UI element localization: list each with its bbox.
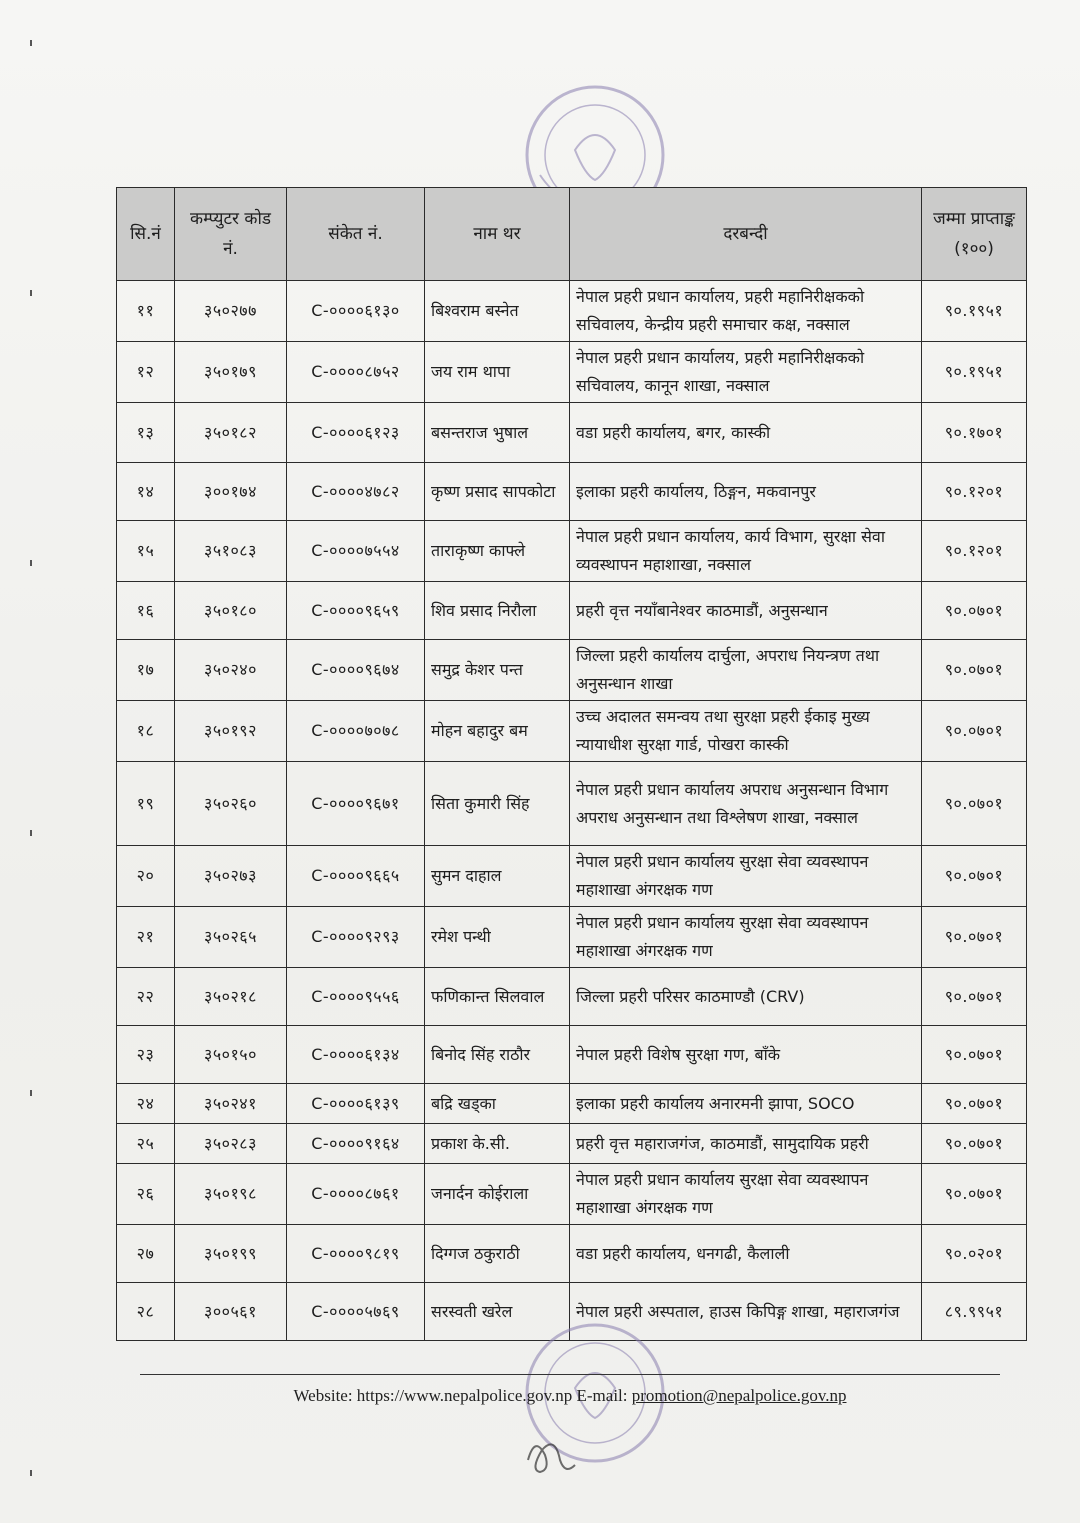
scan-speck: [30, 40, 32, 46]
cell-post: नेपाल प्रहरी प्रधान कार्यालय अपराध अनुसन्धान विभाग अपराध अनुसन्धान तथा विश्लेषण शाखा, नक्साल: [570, 762, 922, 846]
table-row: [117, 1124, 1027, 1164]
cell-total-marks: ९०.०७०१: [922, 907, 1027, 968]
cell-symbol-number: C-००००९६६५: [287, 846, 425, 907]
cell-total-marks: ९०.१२०१: [922, 463, 1027, 521]
header-name: नाम थर: [425, 188, 570, 281]
cell-serial: २७: [117, 1225, 175, 1283]
cell-computer-code: ३५०२१८: [175, 968, 287, 1026]
cell-total-marks: ८९.९९५१: [922, 1283, 1027, 1341]
cell-post: उच्च अदालत समन्वय तथा सुरक्षा प्रहरी ईकाइ मुख्य न्यायाधीश सुरक्षा गार्ड, पोखरा कास्की: [570, 701, 922, 762]
cell-post: जिल्ला प्रहरी कार्यालय दार्चुला, अपराध नियन्त्रण तथा अनुसन्धान शाखा: [570, 640, 922, 701]
cell-name: प्रकाश के.सी.: [425, 1124, 570, 1164]
cell-symbol-number: C-००००६१३०: [287, 281, 425, 342]
cell-serial: १४: [117, 463, 175, 521]
cell-symbol-number: C-००००९५५६: [287, 968, 425, 1026]
scan-speck: [30, 1470, 32, 1476]
cell-serial: १७: [117, 640, 175, 701]
cell-name: जनार्दन कोईराला: [425, 1164, 570, 1225]
cell-computer-code: ३५०२४१: [175, 1084, 287, 1124]
table-row: [117, 521, 1027, 582]
cell-symbol-number: C-००००८७६१: [287, 1164, 425, 1225]
cell-name: बद्रि खड्का: [425, 1084, 570, 1124]
cell-computer-code: ३५०१९२: [175, 701, 287, 762]
cell-symbol-number: C-००००९१६४: [287, 1124, 425, 1164]
cell-computer-code: ३५०१५०: [175, 1026, 287, 1084]
cell-computer-code: ३००५६१: [175, 1283, 287, 1341]
cell-post: प्रहरी वृत्त नयाँबानेश्वर काठमाडौं, अनुसन्धान: [570, 582, 922, 640]
table-row: [117, 640, 1027, 701]
cell-total-marks: ९०.०७०१: [922, 1124, 1027, 1164]
cell-name: बिनोद सिंह राठौर: [425, 1026, 570, 1084]
cell-post: इलाका प्रहरी कार्यालय, ठिङ्गन, मकवानपुर: [570, 463, 922, 521]
cell-serial: १९: [117, 762, 175, 846]
cell-computer-code: ३५१०८३: [175, 521, 287, 582]
cell-post: इलाका प्रहरी कार्यालय अनारमनी झापा, SOCO: [570, 1084, 922, 1124]
cell-post: वडा प्रहरी कार्यालय, बगर, कास्की: [570, 403, 922, 463]
cell-symbol-number: C-००००९६७१: [287, 762, 425, 846]
footer-divider: [140, 1374, 1000, 1375]
cell-serial: १८: [117, 701, 175, 762]
cell-post: नेपाल प्रहरी विशेष सुरक्षा गण, बाँके: [570, 1026, 922, 1084]
cell-computer-code: ३५०२४०: [175, 640, 287, 701]
scan-speck: [30, 560, 32, 566]
cell-name: सुमन दाहाल: [425, 846, 570, 907]
cell-total-marks: ९०.०७०१: [922, 762, 1027, 846]
cell-total-marks: ९०.०७०१: [922, 640, 1027, 701]
cell-symbol-number: C-००००७५५४: [287, 521, 425, 582]
cell-name: दिग्गज ठकुराठी: [425, 1225, 570, 1283]
table-row: [117, 907, 1027, 968]
cell-serial: २४: [117, 1084, 175, 1124]
cell-name: फणिकान्त सिलवाल: [425, 968, 570, 1026]
table-row: [117, 582, 1027, 640]
footer-email-link[interactable]: promotion@nepalpolice.gov.np: [631, 1386, 847, 1405]
cell-symbol-number: C-००००७०७८: [287, 701, 425, 762]
cell-symbol-number: C-००००६१३९: [287, 1084, 425, 1124]
cell-serial: १६: [117, 582, 175, 640]
cell-symbol-number: C-००००९६५९: [287, 582, 425, 640]
cell-name: जय राम थापा: [425, 342, 570, 403]
table-row: [117, 463, 1027, 521]
cell-serial: २५: [117, 1124, 175, 1164]
cell-total-marks: ९०.०७०१: [922, 968, 1027, 1026]
cell-serial: २३: [117, 1026, 175, 1084]
cell-computer-code: ३५०२७३: [175, 846, 287, 907]
cell-post: नेपाल प्रहरी प्रधान कार्यालय, प्रहरी महानिरीक्षकको सचिवालय, केन्द्रीय प्रहरी समाचार कक्ष, नक्साल: [570, 281, 922, 342]
cell-name: सरस्वती खरेल: [425, 1283, 570, 1341]
cell-computer-code: ३५०१८२: [175, 403, 287, 463]
header-post: दरबन्दी: [570, 188, 922, 281]
cell-total-marks: ९०.१२०१: [922, 521, 1027, 582]
cell-computer-code: ३००१७४: [175, 463, 287, 521]
table-row: [117, 1084, 1027, 1124]
header-symbol-number: संकेत नं.: [287, 188, 425, 281]
cell-computer-code: ३५०१७९: [175, 342, 287, 403]
cell-total-marks: ९०.०७०१: [922, 701, 1027, 762]
cell-name: बसन्तराज भुषाल: [425, 403, 570, 463]
footer-contact: [140, 1386, 1000, 1406]
table-row: [117, 762, 1027, 846]
cell-post: नेपाल प्रहरी प्रधान कार्यालय सुरक्षा सेवा व्यवस्थापन महाशाखा अंगरक्षक गण: [570, 1164, 922, 1225]
cell-name: शिव प्रसाद निरौला: [425, 582, 570, 640]
cell-post: नेपाल प्रहरी प्रधान कार्यालय, प्रहरी महानिरीक्षकको सचिवालय, कानून शाखा, नक्साल: [570, 342, 922, 403]
cell-serial: २६: [117, 1164, 175, 1225]
cell-serial: ११: [117, 281, 175, 342]
cell-post: प्रहरी वृत्त महाराजगंज, काठमाडौं, सामुदायिक प्रहरी: [570, 1124, 922, 1164]
table-row: [117, 1026, 1027, 1084]
cell-serial: २०: [117, 846, 175, 907]
cell-name: बिश्वराम बस्नेत: [425, 281, 570, 342]
cell-name: ताराकृष्ण काफ्ले: [425, 521, 570, 582]
cell-total-marks: ९०.०७०१: [922, 1164, 1027, 1225]
cell-serial: १५: [117, 521, 175, 582]
scan-speck: [30, 290, 32, 296]
cell-symbol-number: C-००००६१२३: [287, 403, 425, 463]
cell-total-marks: ९०.०७०१: [922, 1026, 1027, 1084]
cell-serial: २२: [117, 968, 175, 1026]
cell-post: नेपाल प्रहरी प्रधान कार्यालय, कार्य विभाग, सुरक्षा सेवा व्यवस्थापन महाशाखा, नक्साल: [570, 521, 922, 582]
cell-symbol-number: C-००००५७६९: [287, 1283, 425, 1341]
cell-post: नेपाल प्रहरी अस्पताल, हाउस किपिङ्ग शाखा, महाराजगंज: [570, 1283, 922, 1341]
cell-total-marks: ९०.१७०१: [922, 403, 1027, 463]
cell-symbol-number: C-००००४७८२: [287, 463, 425, 521]
cell-total-marks: ९०.०२०१: [922, 1225, 1027, 1283]
table-row: [117, 1164, 1027, 1225]
cell-computer-code: ३५०१९९: [175, 1225, 287, 1283]
cell-symbol-number: C-००००८७५२: [287, 342, 425, 403]
cell-symbol-number: C-००००९६७४: [287, 640, 425, 701]
header-computer-code: कम्प्युटर कोड नं.: [175, 188, 287, 281]
cell-name: मोहन बहादुर बम: [425, 701, 570, 762]
cell-computer-code: ३५०१८०: [175, 582, 287, 640]
cell-total-marks: ९०.०७०१: [922, 846, 1027, 907]
cell-post: नेपाल प्रहरी प्रधान कार्यालय सुरक्षा सेवा व्यवस्थापन महाशाखा अंगरक्षक गण: [570, 907, 922, 968]
table-row: [117, 701, 1027, 762]
cell-name: सिता कुमारी सिंह: [425, 762, 570, 846]
cell-computer-code: ३५०२६०: [175, 762, 287, 846]
cell-total-marks: ९०.१९५१: [922, 281, 1027, 342]
cell-computer-code: ३५०२६५: [175, 907, 287, 968]
cell-serial: २८: [117, 1283, 175, 1341]
cell-computer-code: ३५०२७७: [175, 281, 287, 342]
promotion-results-table: [116, 187, 1027, 1341]
table-row: [117, 968, 1027, 1026]
cell-total-marks: ९०.०७०१: [922, 1084, 1027, 1124]
header-total-marks: जम्मा प्राप्ताङ्क (१००): [922, 188, 1027, 281]
table-row: [117, 281, 1027, 342]
cell-post: वडा प्रहरी कार्यालय, धनगढी, कैलाली: [570, 1225, 922, 1283]
cell-post: जिल्ला प्रहरी परिसर काठमाण्डौ (CRV): [570, 968, 922, 1026]
scan-speck: [30, 830, 32, 836]
table-row: [117, 846, 1027, 907]
table-row: [117, 1225, 1027, 1283]
footer-website-text: Website: https://www.nepalpolice.gov.np E-mail:: [293, 1386, 632, 1405]
table-header-row: [117, 188, 1027, 281]
table-row: [117, 342, 1027, 403]
cell-serial: १२: [117, 342, 175, 403]
cell-serial: २१: [117, 907, 175, 968]
cell-name: कृष्ण प्रसाद सापकोटा: [425, 463, 570, 521]
cell-total-marks: ९०.१९५१: [922, 342, 1027, 403]
scan-speck: [30, 1090, 32, 1096]
cell-computer-code: ३५०१९८: [175, 1164, 287, 1225]
table-row: [117, 403, 1027, 463]
cell-serial: १३: [117, 403, 175, 463]
cell-symbol-number: C-००००६१३४: [287, 1026, 425, 1084]
cell-symbol-number: C-००००९२९३: [287, 907, 425, 968]
cell-name: रमेश पन्थी: [425, 907, 570, 968]
cell-name: समुद्र केशर पन्त: [425, 640, 570, 701]
signature-icon: [520, 1430, 580, 1480]
cell-total-marks: ९०.०७०१: [922, 582, 1027, 640]
cell-post: नेपाल प्रहरी प्रधान कार्यालय सुरक्षा सेवा व्यवस्थापन महाशाखा अंगरक्षक गण: [570, 846, 922, 907]
header-serial: सि.नं: [117, 188, 175, 281]
cell-computer-code: ३५०२८३: [175, 1124, 287, 1164]
cell-symbol-number: C-००००९८१९: [287, 1225, 425, 1283]
